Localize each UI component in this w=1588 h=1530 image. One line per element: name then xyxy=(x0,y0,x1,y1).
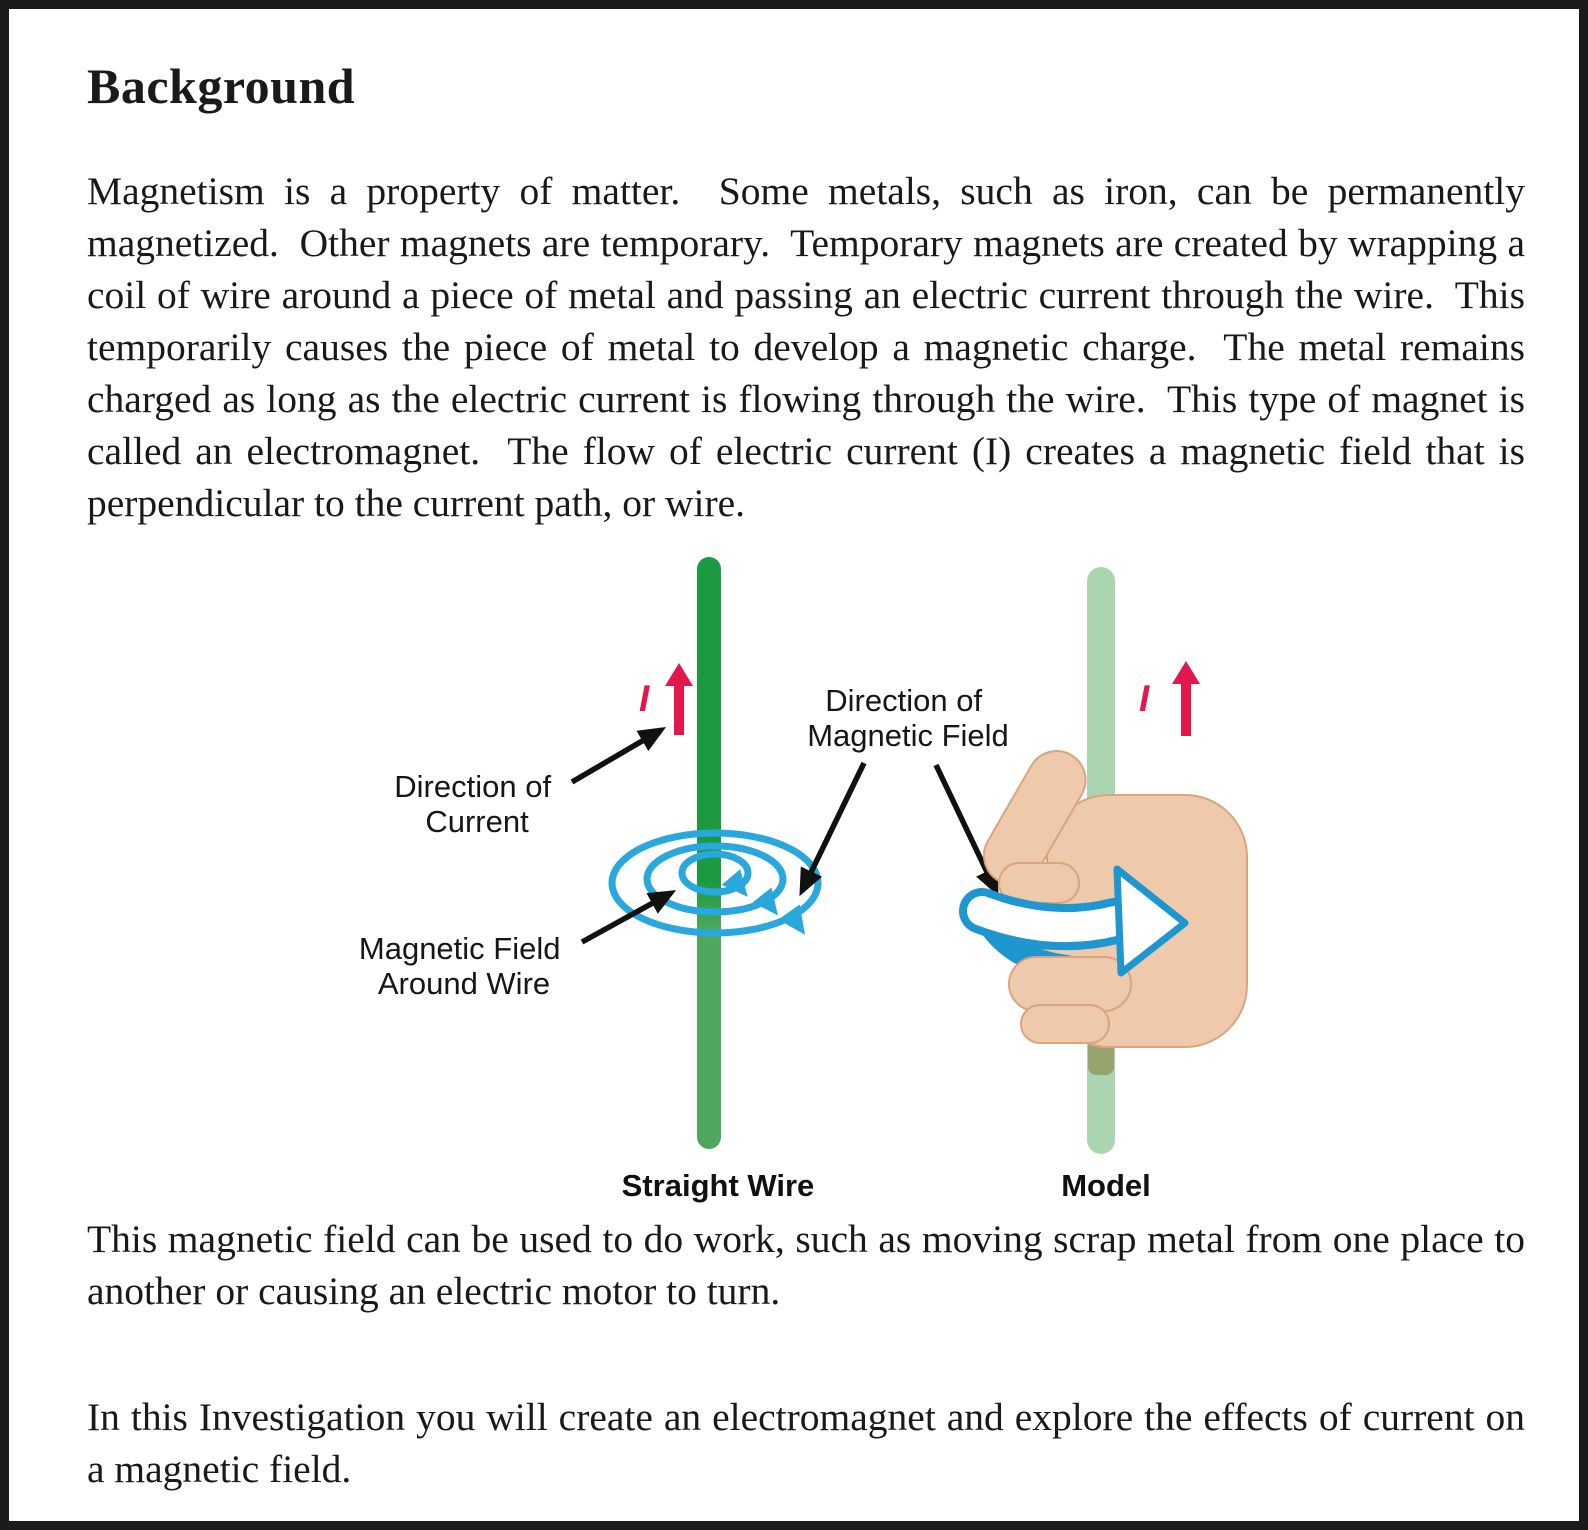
current-arrowhead xyxy=(1172,661,1200,684)
current-arrow-shaft xyxy=(674,684,684,735)
pointer-arrow-field-left xyxy=(802,763,864,891)
caption-straight-wire: Straight Wire xyxy=(621,1168,815,1203)
caption-model: Model xyxy=(1061,1168,1151,1203)
hand-finger-index xyxy=(1009,957,1131,1011)
field-arrowhead-inner xyxy=(722,869,757,904)
current-arrow-right xyxy=(1172,661,1200,736)
current-arrow-left xyxy=(665,663,693,735)
pointer-arrow-current xyxy=(572,730,661,782)
ribbon-band-face xyxy=(982,911,1115,927)
current-arrowhead xyxy=(665,663,693,686)
label-field-around-wire: Magnetic Field Around Wire xyxy=(358,931,561,1001)
label-direction-of-field: Direction of Magnetic Field xyxy=(807,683,1009,753)
current-symbol-right: I xyxy=(1139,678,1150,719)
label-direction-of-current: Direction of Current xyxy=(394,769,552,839)
hand-finger-lower xyxy=(1021,1005,1109,1043)
investigation-paragraph: In this Investigation you will create an electromagnet and explore the effects of current on a magnetic field. xyxy=(87,1395,1535,1491)
page-title: Background xyxy=(87,58,356,114)
current-symbol-left: I xyxy=(639,678,650,719)
work-paragraph: This magnetic field can be used to do work, such as moving scrap metal from one place to another or causing an electric motor to turn. xyxy=(87,1217,1535,1313)
pointer-arrow-field-right xyxy=(936,765,996,891)
figure-right-hand-rule xyxy=(9,533,1588,1209)
intro-paragraph: Magnetism is a property of matter. Some metals, such as iron, can be permanently magnetized. Other magnets are temporary. Temporary magnets are created by wrapping a coil of wire around a piece of metal and passing an electric current through the wire. This temporarily causes the piece of metal to develop a magnetic charge. The metal remains charged as long as the electric current is flowing through the wire. This type of magnet is called an electromagnet. The flow of electric current (I) creates a magnetic field that is perpendicular to the current path, or wire. xyxy=(87,169,1535,525)
figure-svg xyxy=(9,533,1588,1209)
current-arrow-shaft xyxy=(1181,682,1191,736)
pointer-arrow-field-rings xyxy=(582,893,671,942)
